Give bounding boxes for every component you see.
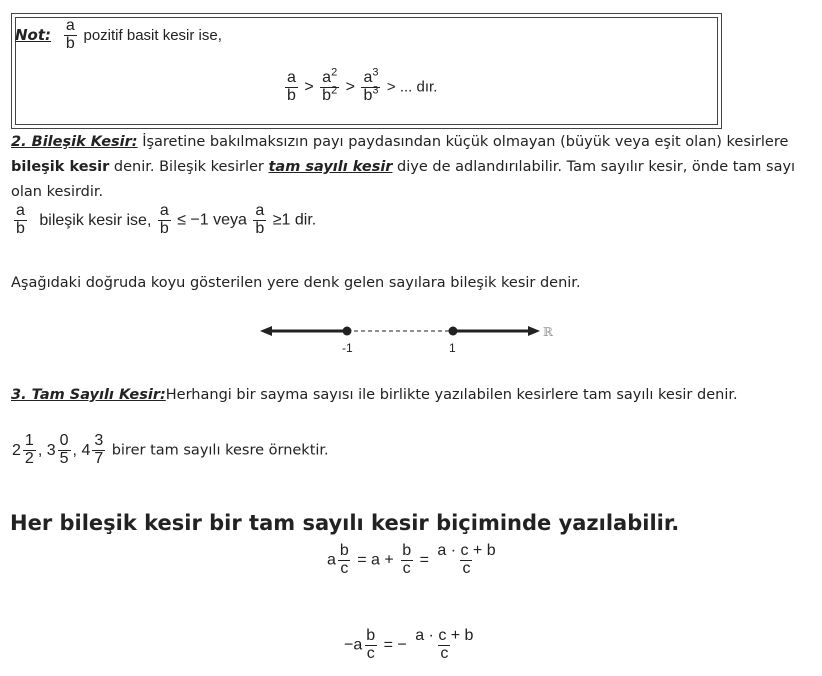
formula-1: a $\frac{b}{c}$ = a + $\frac{b}{c}$ = $\frac{a \cdot c + b}{c}$ bbox=[327, 542, 496, 577]
note-fraction: $\frac{a}{b}$ bbox=[65, 17, 75, 52]
real-set-symbol: ℝ bbox=[543, 325, 553, 339]
chain-term-3: $\frac{a^3}{b^3}$ bbox=[363, 66, 379, 104]
big-heading: Her bileşik kesir bir tam sayılı kesir biçiminde yazılabilir. bbox=[10, 511, 680, 535]
chain-tail: > ... dır. bbox=[386, 78, 438, 96]
section3-paragraph: 3. Tam Sayılı Kesir:Herhangi bir sayma sayısı ile birlikte yazılabilen kesirlere tam sayılı kesir denir. bbox=[11, 387, 738, 403]
section2-paragraph: 2. Bileşik Kesir: İşaretine bakılmaksızın payı paydasından küçük olmayan (büyük veya eşit olan) kesirlere bileşik kesir denir. Bileşik kesirler tam sayılı kesir diye de adlandırılabilir. Tam sayılır kesir, önde tam sayı olan kesirdir. bbox=[11, 134, 796, 200]
gt-sign: > bbox=[304, 78, 314, 96]
note-text: pozitif basit kesir ise, bbox=[83, 26, 222, 44]
label-one: 1 bbox=[449, 341, 456, 355]
note-label: Not: bbox=[15, 25, 52, 44]
label-minus-one: -1 bbox=[342, 341, 353, 355]
point-one bbox=[449, 327, 458, 336]
mixed-fraction-examples bbox=[12, 433, 329, 468]
number-line-description: Aşağıdaki doğruda koyu gösterilen yere denk gelen sayılara bileşik kesir denir. bbox=[11, 275, 581, 291]
section3-heading: 3. Tam Sayılı Kesir: bbox=[11, 387, 166, 403]
example-2: 3 $\frac{0}{5}$ , bbox=[46, 432, 77, 467]
example-3: 4 $\frac{3}{7}$ bbox=[81, 432, 104, 467]
gt-sign: > bbox=[345, 78, 355, 96]
bold-term: bileşik kesir bbox=[11, 159, 110, 175]
chain-term-1: $\frac{a}{b}$ bbox=[287, 69, 296, 104]
compound-condition: $\frac{a}{b}$ bileşik kesir ise, $\frac{a}{b}$ ≤ −1 veya $\frac{a}{b}$ ≥1 dir. bbox=[16, 202, 317, 237]
note-inequality-chain bbox=[283, 66, 438, 105]
chain-term-2: $\frac{a^2}{b^2}$ bbox=[322, 66, 338, 104]
examples-text: birer tam sayılı kesre örnektir. bbox=[111, 442, 329, 459]
italic-term: tam sayılı kesir bbox=[268, 159, 393, 175]
example-1: 2 $\frac{1}{2}$ , bbox=[12, 432, 43, 467]
formula-2: −a $\frac{b}{c}$ = − $\frac{a \cdot c + b}{c}$ bbox=[344, 627, 474, 662]
note-line bbox=[15, 18, 222, 53]
section2-heading: 2. Bileşik Kesir: bbox=[11, 134, 138, 150]
right-arrow-icon bbox=[528, 326, 540, 336]
number-line bbox=[255, 318, 565, 358]
point-minus-one bbox=[343, 327, 352, 336]
